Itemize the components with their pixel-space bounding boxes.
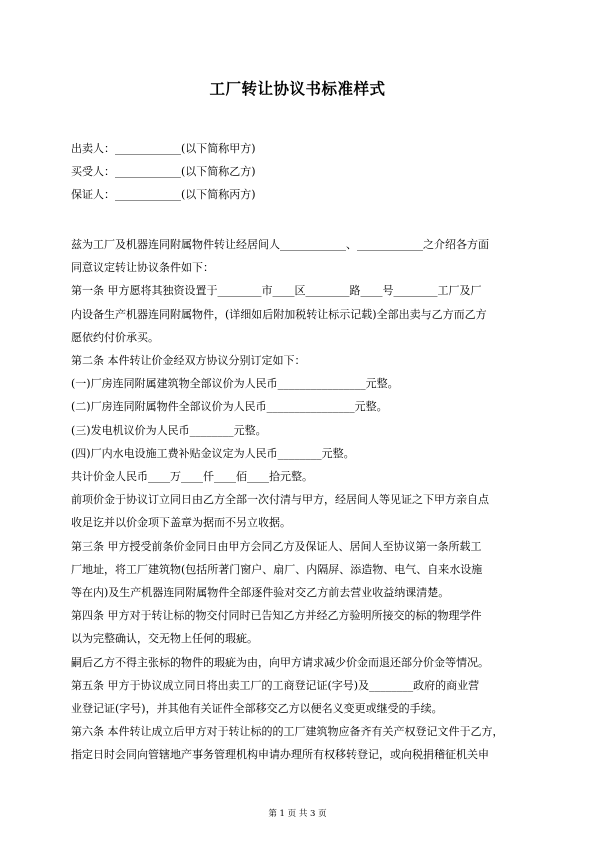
- body-line: (二)厂房连同附属物件全部议价为人民币________________元整。: [71, 400, 388, 414]
- body-line: 第三条 甲方授受前条价金同日由甲方会同乙方及保证人、居间人至协议第一条所载工: [71, 539, 482, 553]
- body-line: 业登记证(字号)，并其他有关证件全部移交乙方以便名义变更或继受的手续。: [71, 702, 443, 716]
- body-line: 指定日时会同向管辖地产事务管理机构申请办理所有权移转登记，或向税捐稽征机关申: [71, 748, 489, 762]
- body-line: (四)厂内水电设施工费补贴金议定为人民币________元整。: [71, 446, 355, 460]
- party-note: (以下简称丙方): [181, 188, 256, 201]
- body-line: 内设备生产机器连同附属物件，(详细如后附加税转让标示记载)全部出卖与乙方而乙方: [71, 307, 487, 321]
- body-line: 愿依约付价承买。: [71, 330, 159, 344]
- body-line: 第五条 甲方于协议成立同日将出卖工厂的工商登记证(字号)及________政府的商业营: [71, 678, 480, 692]
- party-label: 买受人：: [71, 165, 115, 178]
- party-note: (以下简称乙方): [181, 165, 256, 178]
- body-line: (一)厂房连同附属建筑物全部议价为人民币________________元整。: [71, 377, 399, 391]
- body-line: 第一条 甲方愿将其独资设置于________市____区________路____号________工厂及厂: [71, 284, 482, 298]
- party-note: (以下简称甲方): [181, 142, 256, 155]
- body-line: 等在内)及生产机器连同附属物件全部逐件验对交乙方前去营业收益纳课清楚。: [71, 586, 450, 600]
- body-line: 厂地址，将工厂建筑物(包括所著门窗户、扇厂、内隔屏、添造物、电气、自来水设施: [71, 562, 483, 576]
- body-line: 嗣后乙方不得主张标的物件的瑕疵为由，向甲方请求减少价金而退还部分价金等情况。: [71, 655, 489, 669]
- agreement-body: [71, 233, 528, 767]
- body-line: 兹为工厂及机器连同附属物件转让经居间人____________、____________之介绍各方面: [71, 238, 489, 251]
- party-blank: ____________: [115, 142, 181, 155]
- body-line: 同意议定转让协议条件如下：: [71, 261, 214, 275]
- body-line: 第二条 本件转让价金经双方协议分别订定如下：: [71, 354, 306, 368]
- party-blank: ____________: [115, 165, 181, 178]
- body-line: 以为完整确认，交无物上任何的瑕疵。: [71, 632, 258, 646]
- body-line: 前项价金于协议订立同日由乙方全部一次付清与甲方，经居间人等见证之下甲方亲自点: [71, 493, 489, 507]
- parties-block: [71, 141, 256, 210]
- body-line: 第六条 本件转让成立后甲方对于转让标的的工厂建筑物应备齐有关产权登记文件于乙方，: [71, 725, 504, 739]
- page-number: 第 1 页 共 3 页: [268, 809, 327, 819]
- party-blank: ____________: [115, 188, 181, 201]
- body-line: 收足讫并以价金项下盖章为据而不另立收据。: [71, 516, 291, 530]
- body-line: 共计价金人民币____万____仟____佰____拾元整。: [71, 470, 313, 484]
- body-line: 第四条 甲方对于转让标的物交付同时已告知乙方并经乙方验明所接交的标的物理学件: [71, 609, 482, 623]
- party-label: 出卖人：: [71, 142, 115, 155]
- body-line: (三)发电机议价为人民币________元整。: [71, 423, 267, 437]
- party-buyer: [71, 164, 256, 187]
- party-label: 保证人：: [71, 188, 115, 201]
- party-seller: [71, 141, 256, 164]
- document-title: 工厂转让协议书标准样式: [209, 80, 386, 98]
- party-guarantor: [71, 187, 256, 210]
